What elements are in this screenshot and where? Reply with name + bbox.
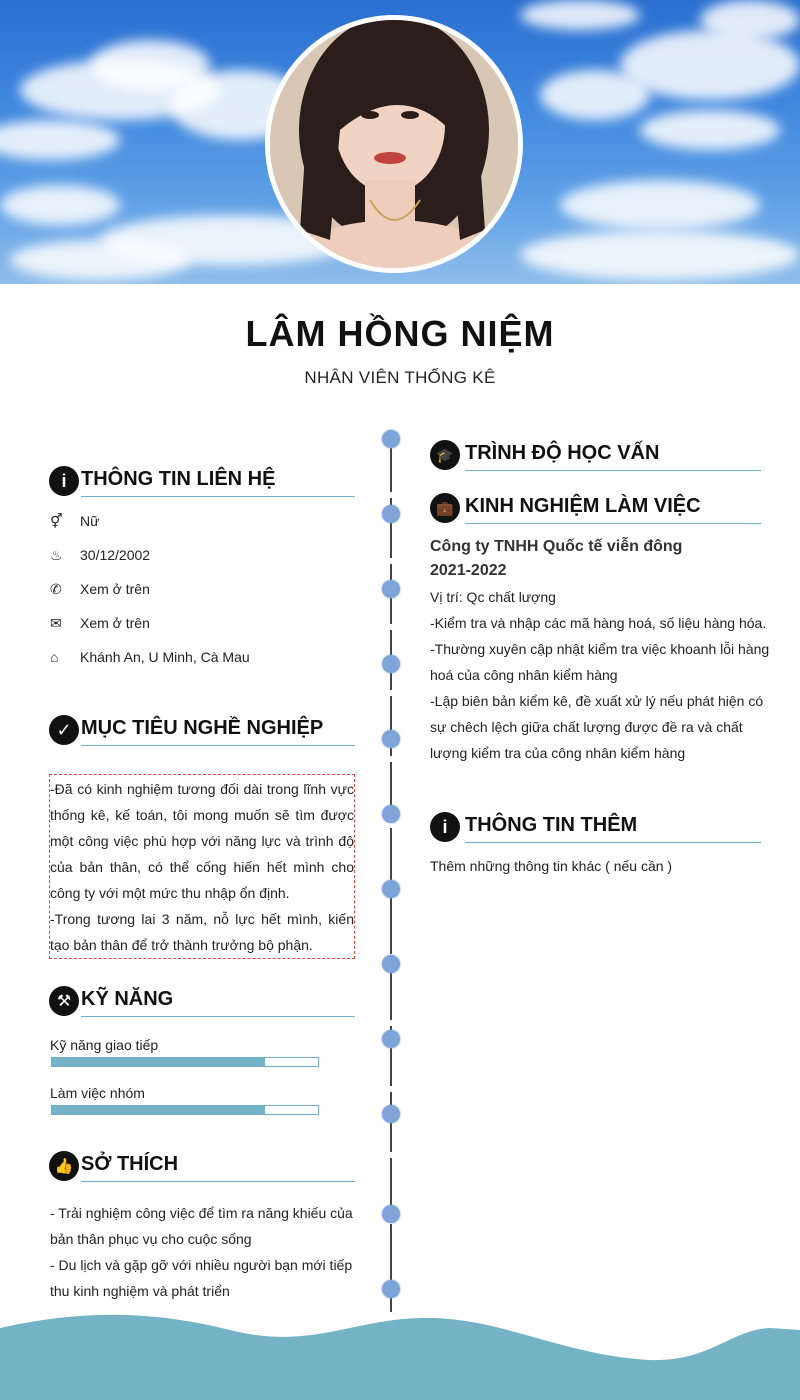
section-title: SỞ THÍCH [81, 1153, 179, 1175]
section-title: TRÌNH ĐỘ HỌC VẤN [465, 442, 660, 464]
graduation-cap-icon: 🎓 [430, 440, 460, 470]
contact-row-birthday [50, 545, 150, 565]
timeline-dot [382, 1205, 400, 1223]
birthday-cake-icon: ♨ [50, 546, 63, 563]
contact-value: Nữ [80, 513, 100, 529]
experience-section-heading [430, 493, 770, 527]
skill-bar [51, 1057, 319, 1067]
gender-icon: ⚥ [50, 512, 63, 529]
section-divider [81, 496, 355, 497]
extra-info-text: Thêm những thông tin khác ( nếu cần ) [430, 858, 673, 874]
skill-label: Kỹ năng giao tiếp [50, 1037, 159, 1053]
wrench-icon: ⚒ [49, 986, 79, 1016]
timeline-dot [382, 1280, 400, 1298]
hobby-item: - Trải nghiệm công việc để tìm ra năng khiếu của bản thân phục vụ cho cuộc sống [50, 1205, 353, 1247]
email-icon: ✉ [50, 614, 62, 631]
timeline-dot [382, 430, 400, 448]
skills-section-heading [49, 986, 355, 1020]
contact-value: 30/12/2002 [80, 547, 151, 563]
info-icon: i [430, 812, 460, 842]
section-divider [81, 1181, 355, 1182]
timeline-dot [382, 880, 400, 898]
contact-value: Xem ở trên [80, 581, 150, 597]
timeline-dot [382, 805, 400, 823]
contact-row-address [50, 647, 250, 667]
timeline-dot [382, 730, 400, 748]
contact-row-phone [50, 579, 150, 599]
contact-row-email [50, 613, 150, 633]
home-icon: ⌂ [50, 649, 59, 665]
section-divider [81, 1016, 355, 1017]
section-title: MỤC TIÊU NGHỀ NGHIỆP [81, 717, 324, 739]
skill-bar-fill [52, 1058, 265, 1066]
extra-info-section-heading [430, 812, 770, 846]
contact-row-gender [50, 511, 99, 531]
section-divider [465, 523, 761, 524]
section-divider [465, 470, 761, 471]
skill-bar [51, 1105, 319, 1115]
section-divider [465, 842, 761, 843]
timeline-dot [382, 580, 400, 598]
portrait-photo [270, 20, 518, 268]
phone-icon: ✆ [50, 580, 62, 597]
candidate-name: LÂM HỒNG NIỆM [245, 313, 555, 354]
timeline-dot [382, 955, 400, 973]
timeline-line [390, 432, 392, 1312]
contact-value: Khánh An, U Minh, Cà Mau [80, 649, 250, 665]
timeline-dot [382, 655, 400, 673]
section-divider [81, 745, 355, 746]
footer-wave [0, 1300, 800, 1400]
contact-value: Xem ở trên [80, 615, 150, 631]
work-position: Vị trí: Qc chất lượng [430, 589, 556, 605]
company-name: Công ty TNHH Quốc tế viễn đông [430, 538, 683, 555]
job-title: NHÂN VIÊN THỐNG KÊ [304, 368, 496, 387]
section-title: KINH NGHIỆM LÀM VIỆC [465, 495, 701, 517]
objective-text-box[interactable] [49, 774, 355, 959]
avatar [265, 15, 523, 273]
hobbies-section-heading [49, 1151, 355, 1185]
hobby-item: - Du lịch và gặp gỡ với nhiều người bạn mới tiếp thu kinh nghiệm và phát triển [50, 1257, 353, 1299]
briefcase-icon: 💼 [430, 493, 460, 523]
skill-bar-fill [52, 1106, 265, 1114]
thumbs-up-icon: 👍 [49, 1151, 79, 1181]
objective-paragraph: -Đã có kinh nghiệm tương đối dài trong lĩnh vực thống kê, kế toán, tôi mong muốn sẽ tìm được một công việc phù hợp với năng lực và trình độ của bản thân, có thể cống hiến hết mình cho công ty với một mức thu nhập ổn định. [50, 781, 354, 901]
section-title: KỸ NĂNG [81, 988, 174, 1010]
timeline-dot [382, 1105, 400, 1123]
section-title: THÔNG TIN THÊM [465, 814, 638, 836]
info-icon: i [49, 466, 79, 496]
objective-paragraph: -Trong tương lai 3 năm, nỗ lực hết mình, kiến tạo bản thân để trở thành trưởng bộ phận. [50, 911, 354, 953]
timeline-dot [382, 1030, 400, 1048]
work-duty: -Thường xuyên cập nhật kiểm tra việc khoanh lỗi hàng hoá của công nhân kiểm hàng [430, 641, 770, 683]
work-duty: -Kiểm tra và nhập các mã hàng hoá, số liệu hàng hóa. [430, 615, 767, 631]
check-circle-icon: ✓ [49, 715, 79, 745]
work-period: 2021-2022 [430, 562, 507, 579]
skill-label: Làm việc nhóm [50, 1085, 145, 1101]
section-title: THÔNG TIN LIÊN HỆ [81, 468, 276, 490]
work-duty: -Lập biên bản kiểm kê, đề xuất xử lý nếu phát hiện có sự chêch lệch giữa chất lượng được đề ra và chất lượng kiểm tra của công nhân kiểm hàng [430, 693, 764, 761]
timeline-dot [382, 505, 400, 523]
contact-section-heading [49, 466, 355, 500]
education-section-heading [430, 440, 770, 474]
objective-section-heading [49, 715, 355, 749]
